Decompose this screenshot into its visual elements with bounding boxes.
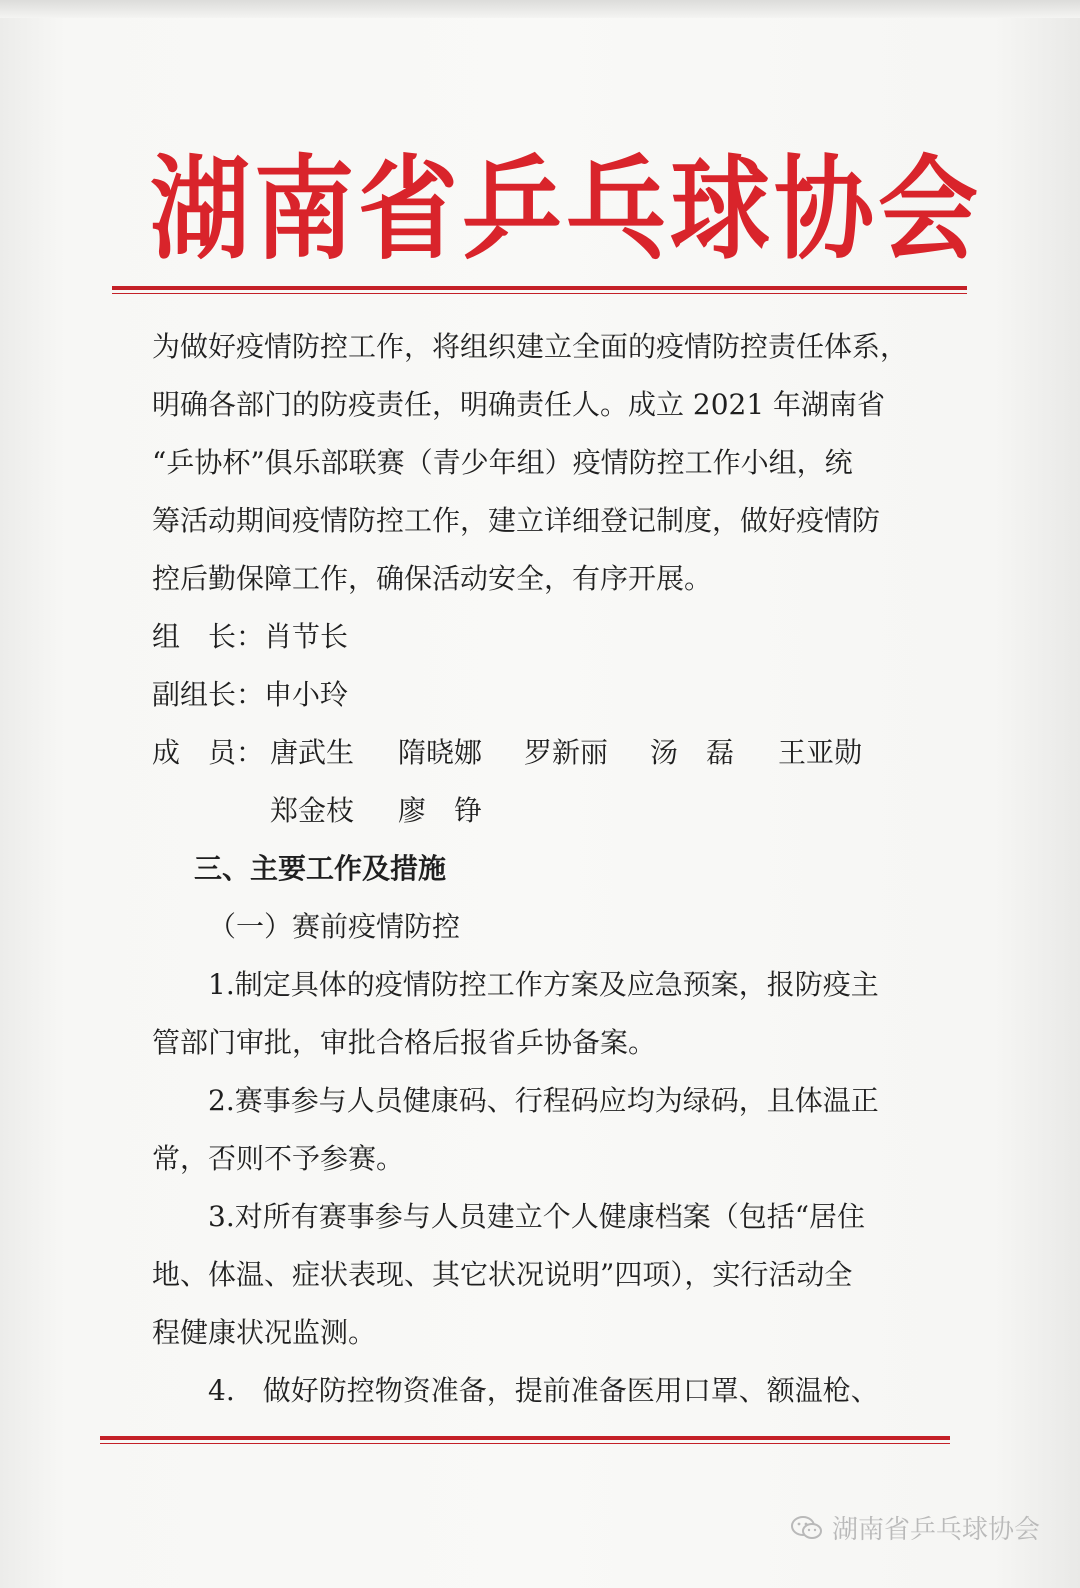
member-name: 唐武生 [270, 736, 355, 769]
page-edge-shadow [0, 0, 1080, 18]
member-name: 罗新丽 [524, 736, 609, 769]
member-name: 廖 铮 [398, 794, 483, 827]
members-row [152, 782, 922, 840]
list-item-line: 地、体温、症状表现、其它状况说明”四项），实行活动全 [152, 1258, 853, 1291]
group-leader-line: 组 长：肖节长 [152, 620, 349, 653]
footer-rule-thick [100, 1436, 950, 1440]
list-item-line: 常，否则不予参赛。 [152, 1142, 405, 1175]
document-body [152, 318, 922, 1420]
wechat-watermark [790, 1509, 1040, 1546]
member-name: 郑金枝 [270, 794, 355, 827]
paragraph-line: 筹活动期间疫情防控工作，建立详细登记制度，做好疫情防 [152, 504, 881, 537]
list-item-line: 2.赛事参与人员健康码、行程码应均为绿码，且体温正 [208, 1084, 879, 1117]
paragraph-line: 控后勤保障工作，确保活动安全，有序开展。 [152, 562, 713, 595]
subsection-heading: （一）赛前疫情防控 [208, 910, 461, 943]
paragraph-line: “乒协杯”俱乐部联赛（青少年组）疫情防控工作小组，统 [152, 446, 853, 479]
wechat-icon [790, 1515, 824, 1541]
letterhead-rule-thin [112, 293, 967, 294]
member-name: 王亚勋 [778, 736, 863, 769]
list-item-line: 1.制定具体的疫情防控工作方案及应急预案，报防疫主 [208, 968, 879, 1001]
watermark-text: 湖南省乒乓球协会 [831, 1515, 1040, 1545]
letterhead-title: 湖南省乒乓球协会 [150, 143, 982, 275]
members-label: 成 员： [152, 736, 265, 769]
member-name: 隋晓娜 [398, 736, 483, 769]
paragraph-line: 为做好疫情防控工作，将组织建立全面的疫情防控责任体系， [152, 330, 909, 363]
list-item-line: 管部门审批，审批合格后报省乒协备案。 [152, 1026, 657, 1059]
list-item-line: 程健康状况监测。 [152, 1316, 377, 1349]
section-heading: 三、主要工作及措施 [194, 852, 447, 885]
deputy-leader-line: 副组长：申小玲 [152, 678, 349, 711]
letterhead-rule-thick [112, 286, 967, 290]
footer-rule-thin [100, 1443, 950, 1444]
list-item-line: 4. 做好防控物资准备，提前准备医用口罩、额温枪、 [208, 1374, 879, 1407]
paragraph-line: 明确各部门的防疫责任，明确责任人。成立 2021 年湖南省 [152, 388, 886, 421]
members-row [152, 724, 922, 782]
member-name: 汤 磊 [650, 736, 735, 769]
list-item-line: 3.对所有赛事参与人员建立个人健康档案（包括“居住 [208, 1200, 866, 1233]
